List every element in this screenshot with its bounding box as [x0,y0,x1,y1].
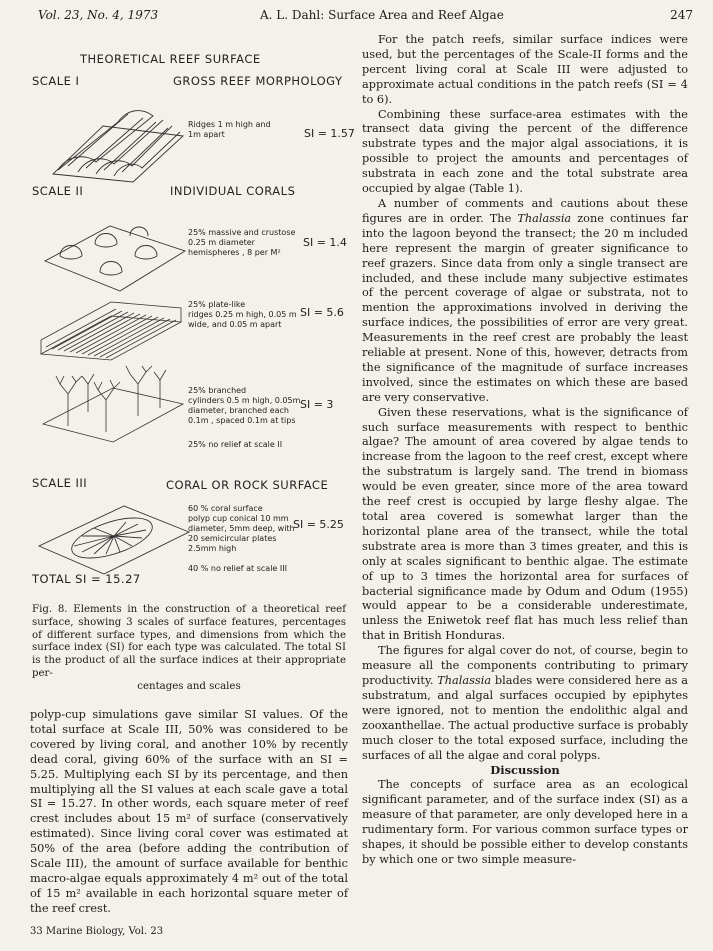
right-paragraph-4: Given these reservations, what is the significance of such surface measurements with respect to benthic algae? The amount of area covered by algae tends to increase from the lagoon to the reef crest, except where the substratum is largely sand. The trend in biomass would be even greater, since more of the area toward the reef crest is occupied by large fleshy algae. The total area covered is somewhat larger than the horizontal plane area of the transect, while the total substrate area is more than 3 times greater, and this is only at scales significant to benthic algae. The estimate of up to 3 times the horizontal area for surfaces of bacterial significance made by Odum and Odum (1955) would appear to be a considerable underestimate, unless the Eniwetok reef flat has much less relief than that in British Honduras. [362,405,688,643]
branched-description: 25% branched cylinders 0.5 m high, 0.05m diameter, branched each 0.1m , spaced 0.1m at tips [188,386,301,425]
coral-description: 60 % coral surface polyp cup conical 10 mm diameter, 5mm deep, with 20 semicircular plates 2.5mm high [188,504,295,553]
si-massive: SI = 1.4 [303,236,347,249]
running-title: A. L. Dahl: Surface Area and Reef Algae [260,8,504,22]
discussion-heading: Discussion [490,763,560,778]
right-paragraph-6: The concepts of surface area as an ecological significant parameter, and of the surface index (SI) as a measure of that parameter, are only developed here in a rudimentary form. For various common surface types or shapes, it should be possible either to develop constants by which one or two simple measure- [362,778,688,866]
figure-8 [28,30,358,598]
scale-3-label: SCALE III [32,476,88,490]
right-paragraph-3: A number of comments and cautions about these figures are in order. The Thalassia zone continues far into the lagoon beyond the transect; the 20 m included here represent the margin of greater significance to reef grazers. Since data from only a single transect are included, and these include many subjective estimates of the percent coverage of algae or substrata, not to mention the approximations involved in deriving the surface indices, the possibilities of error are very great. Measurements in the reef crest are probably the least reliable at present. None of this, however, detracts from the significance of the magnitude of surface increases involved, since the estimates on which these are based are very conservative. [362,196,688,404]
right-paragraph-2: Combining these surface-area estimates with the transect data giving the percent of the difference substrate types and the major algal associations, it is possible to project the amounts and percentages of substrata in each zone and the total substrate area occupied by algae (Table 1). [362,107,688,196]
caption-last-line: centages and scales [137,680,241,692]
scale-1-title: GROSS REEF MORPHOLOGY [173,74,343,88]
plates-drawing [36,292,186,362]
polyp-cup-drawing [34,496,194,576]
ridges-drawing [48,96,188,186]
branched-drawing [38,354,188,444]
figure-title: THEORETICAL REEF SURFACE [80,52,261,66]
hemispheres-description: 25% massive and crustose 0.25 m diameter hemispheres , 8 per M² [188,228,296,257]
page-number: 247 [670,8,693,22]
total-si: TOTAL SI = 15.27 [32,572,141,586]
no-relief-scale-3: 40 % no relief at scale III [188,564,287,573]
scale-2-title: INDIVIDUAL CORALS [170,184,296,198]
footer: 33 Marine Biology, Vol. 23 [30,926,164,937]
ridges-description: Ridges 1 m high and 1m apart [188,120,271,139]
left-column-text [30,708,348,917]
si-branched: SI = 3 [300,398,334,411]
right-paragraph-5: The figures for algal cover do not, of course, begin to measure all the components contributing to primary productivity. Thalassia blades were considered here as a substratum, and algal surfaces occupied by epiphytes were ignored, not to mention the endolithic algal and zooxanthellae. The actual productive surface is probably much closer to the total exposed surface, including the surfaces of all the algae and coral polyps. [362,644,688,762]
figure-caption [32,604,346,694]
no-relief-scale-2: 25% no relief at scale II [188,440,283,449]
journal-volume: Vol. 23, No. 4, 1973 [38,8,159,22]
si-coral: SI = 5.25 [293,518,344,531]
si-plates: SI = 5.6 [300,306,344,319]
plates-description: 25% plate-like ridges 0.25 m high, 0.05 m wide, and 0.05 m apart [188,300,297,329]
caption-body: Fig. 8. Elements in the construction of a theoretical reef surface, showing 3 scales of surface features, percentages of different surface types, and dimensions from which the surface index (SI) for each type was calculated. The total SI is the product of all the surface indices at their appropriate per- [32,604,346,679]
right-paragraph-1: For the patch reefs, similar surface indices were used, but the percentages of the Scale-II forms and the percent living coral at Scale III were adjusted to approximate actual conditions in the patch reefs (SI = 4 to 6). [362,33,688,106]
right-column-text [362,33,688,868]
left-paragraph-1: polyp-cup simulations gave similar SI values. Of the total surface at Scale III, 50% was considered to be covered by living coral, and another 10% by recently dead coral, giving 60% of the surface with an SI = 5.25. Multiplying each SI by its percentage, and then multiplying all the SI values at each scale gave a total SI = 15.27. In other words, each square meter of reef crest includes about 15 m² of surface (conservatively estimated). Since living coral cover was estimated at 50% of the area (before adding the contribution of Scale III), the amount of surface available for benthic macro-algae equals approximately 4 m² out of the total of 15 m² available in each horizontal square meter of the reef crest. [30,708,348,915]
hemispheres-drawing [40,206,190,296]
scale-1-label: SCALE I [32,74,80,88]
scale-3-title: CORAL OR ROCK SURFACE [166,478,329,492]
scale-2-label: SCALE II [32,184,84,198]
si-scale-1: SI = 1.57 [304,127,355,140]
